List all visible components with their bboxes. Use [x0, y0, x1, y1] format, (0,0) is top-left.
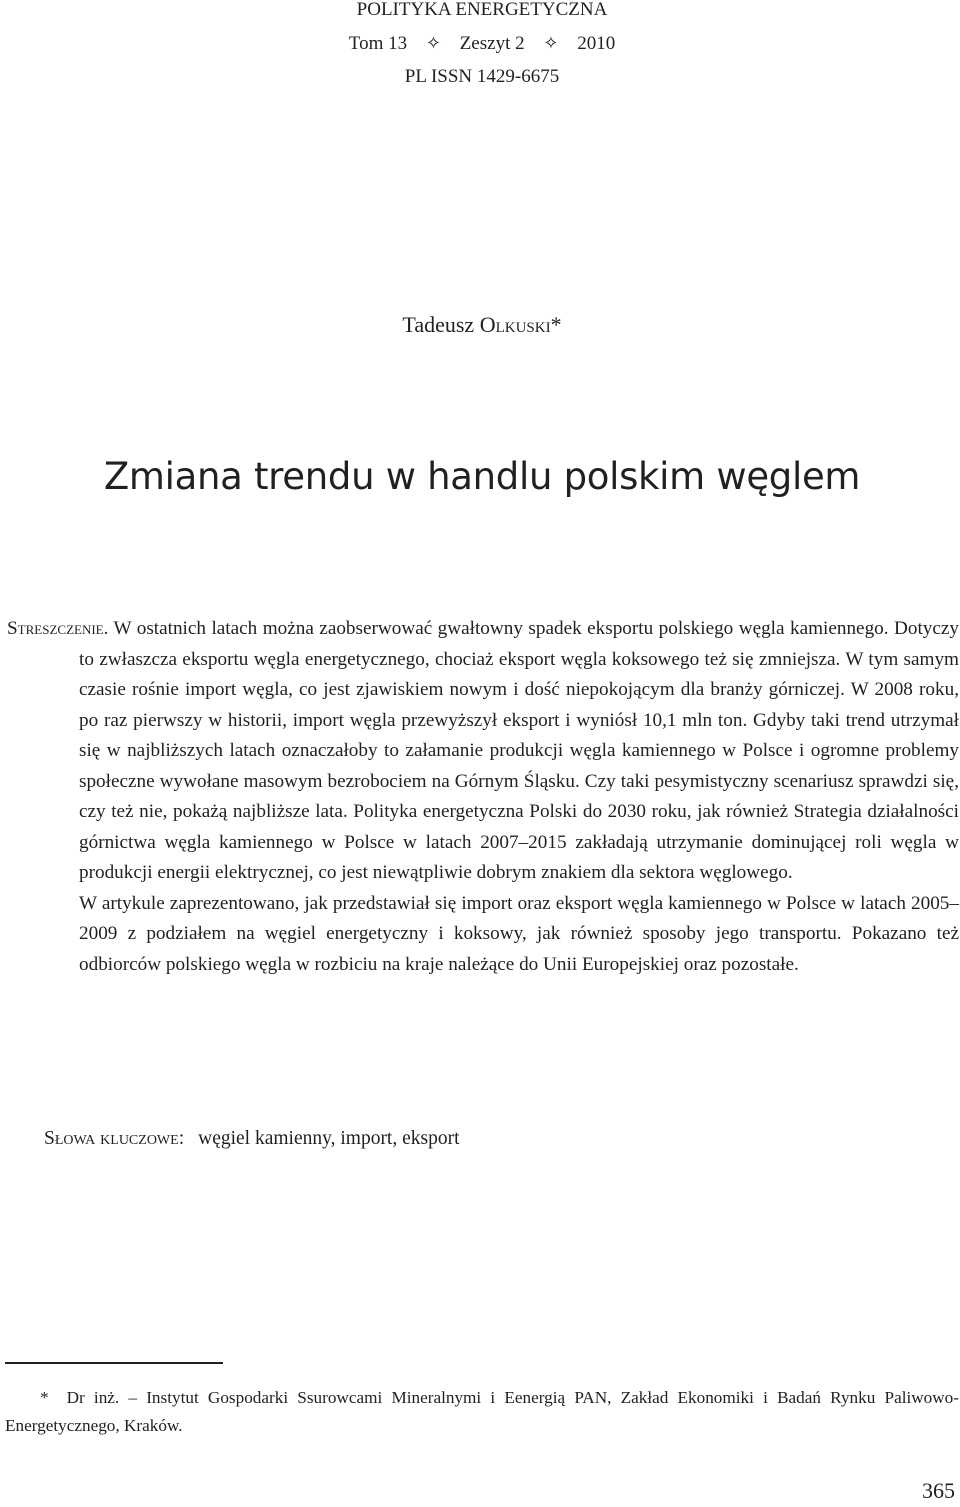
- author-footnote-mark: *: [550, 312, 562, 337]
- footnote-mark: *: [40, 1388, 49, 1407]
- abstract-text-1: W ostatnich latach można zaobserwować gwałtowny spadek eksportu polskiego węgla kamiennego. Dotyczy to zwłaszcza eksportu węgla energetycznego, chociaż eksport węgla koksowego też się zmniejsza. W tym samym czasie rośnie import węgla, co jest zjawiskiem nowym i dość niepokojącym dla branży górniczej. W 2008 roku, po raz pierwszy w historii, import węgla przewyższył eksport i wyniósł 10,1 mln ton. Gdyby taki trend utrzymał się w najbliższych latach oznaczałoby to załamanie produkcji węgla kamiennego w Polsce i ogromne problemy społeczne wywołane masowym bezrobociem na Górnym Śląsku. Czy taki pesymistyczny scenariusz sprawdzi się, czy też nie, pokażą najbliższe lata. Polityka energetyczna Polski do 2030 roku, jak również Strategia działalności górnictwa węgla kamiennego w Polsce w latach 2007–2015 zakładają utrzymanie dominującej roli węgla w produkcji energii elektrycznej, co jest niewątpliwie dobrym znakiem dla sektora węglowego.: [79, 618, 960, 883]
- journal-volume: Tom 13: [348, 33, 408, 54]
- journal-year: 2010: [577, 33, 616, 54]
- journal-volume-line: [0, 26, 960, 61]
- diamond-icon: ✧: [543, 33, 559, 53]
- keywords: [44, 1128, 460, 1150]
- abstract-label: Streszczenie.: [7, 618, 109, 639]
- author-first-name: Tadeusz: [402, 312, 475, 337]
- abstract: [7, 614, 960, 980]
- keywords-value: węgiel kamienny, import, eksport: [198, 1128, 460, 1149]
- journal-name: POLITYKA ENERGETYCZNA: [356, 0, 608, 20]
- page-number: 365: [922, 1478, 955, 1503]
- author-last-name: Olkuski: [479, 312, 551, 337]
- footnote-text: Dr inż. – Instytut Gospodarki Ssurowcami Mineralnymi i Eenergią PAN, Zakład Ekonomiki i Badań Rynku Paliwowo-Energetycznego, Kraków.: [5, 1388, 959, 1435]
- footnote-divider: [5, 1362, 223, 1364]
- keywords-label: Słowa kluczowe:: [44, 1128, 185, 1149]
- journal-issue: Zeszyt 2: [459, 33, 525, 54]
- abstract-paragraph-2: W artykule zaprezentowano, jak przedstawiał się import oraz eksport węgla kamiennego w Polsce w latach 2005–2009 z podziałem na węgiel energetyczny i koksowy, jak również sposoby jego transportu. Pokazano też odbiorców polskiego węgla w rozbiciu na kraje należące do Unii Europejskiej oraz pozostałe.: [79, 892, 959, 975]
- footnote: [5, 1384, 959, 1440]
- article-title: Zmiana trendu w handlu polskim węglem: [103, 455, 861, 498]
- diamond-icon: ✧: [425, 33, 441, 53]
- abstract-paragraph-1: [7, 614, 960, 889]
- journal-issn: PL ISSN 1429-6675: [404, 66, 560, 87]
- author-line: [0, 312, 960, 338]
